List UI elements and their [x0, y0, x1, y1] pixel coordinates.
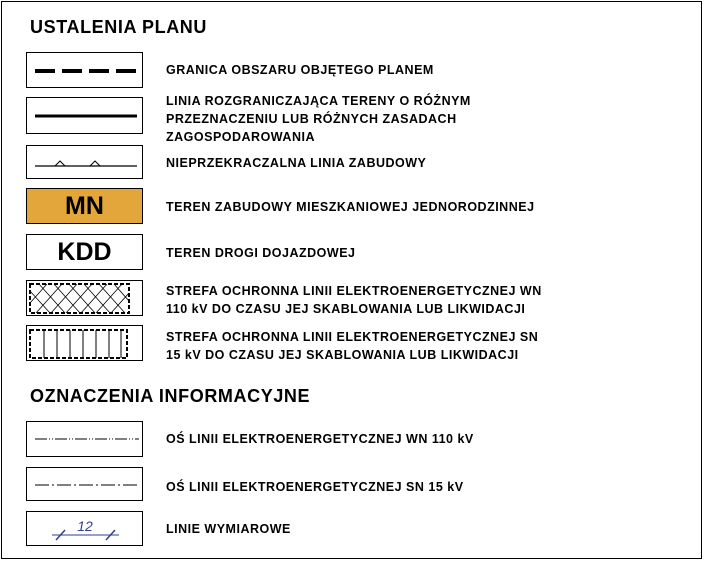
label-hv-zone — [166, 282, 542, 318]
mn-code: MN — [65, 191, 104, 220]
symbol-mn-zone — [26, 188, 143, 224]
label-building-line: NIEPRZEKRACZALNA LINIA ZABUDOWY — [166, 156, 427, 170]
label-mv-zone-line-1: STREFA OCHRONNA LINII ELEKTROENERGETYCZNEJ SN — [166, 330, 539, 344]
label-demarcation-line-1: LINIA ROZGRANICZAJĄCA TERENY O RÓŻNYM — [166, 94, 471, 108]
label-demarcation-line-2: PRZEZNACZENIU LUB RÓŻNYCH ZASADACH — [166, 112, 457, 126]
label-mn: TEREN ZABUDOWY MIESZKANIOWEJ JEDNORODZINNEJ — [166, 200, 535, 214]
heading-info-markings: OZNACZENIA INFORMACYJNE — [30, 386, 311, 406]
label-hv-zone-line-2: 110 kV DO CZASU JEJ SKABLOWANIA LUB LIKWIDACJI — [166, 302, 526, 316]
symbol-mv-line-axis — [26, 467, 143, 501]
label-hv-axis: OŚ LINII ELEKTROENERGETYCZNEJ WN 110 kV — [166, 432, 474, 446]
symbol-hv-protection-zone — [26, 280, 143, 316]
symbol-solid-demarcation — [26, 97, 143, 134]
label-kdd: TEREN DROGI DOJAZDOWEJ — [166, 246, 356, 260]
kdd-code: KDD — [57, 237, 112, 266]
symbol-dimension-line — [26, 511, 143, 546]
symbol-mv-protection-zone — [26, 325, 143, 361]
symbol-building-line — [26, 145, 143, 179]
dimension-value: 12 — [77, 518, 93, 534]
label-hv-zone-line-1: STREFA OCHRONNA LINII ELEKTROENERGETYCZNEJ WN — [166, 284, 542, 298]
symbol-kdd-zone — [26, 234, 143, 270]
label-mv-axis: OŚ LINII ELEKTROENERGETYCZNEJ SN 15 kV — [166, 480, 464, 494]
symbol-dashed-boundary — [26, 52, 143, 88]
label-dimension: LINIE WYMIAROWE — [166, 522, 291, 536]
label-mv-zone — [166, 328, 538, 364]
label-boundary: GRANICA OBSZARU OBJĘTEGO PLANEM — [166, 63, 434, 77]
heading-plan-settings: USTALENIA PLANU — [30, 17, 207, 37]
label-demarcation-line-3: ZAGOSPODAROWANIA — [166, 130, 315, 144]
symbol-hv-line-axis — [26, 421, 143, 457]
label-mv-zone-line-2: 15 kV DO CZASU JEJ SKABLOWANIA LUB LIKWIDACJI — [166, 348, 519, 362]
label-demarcation — [166, 92, 471, 146]
